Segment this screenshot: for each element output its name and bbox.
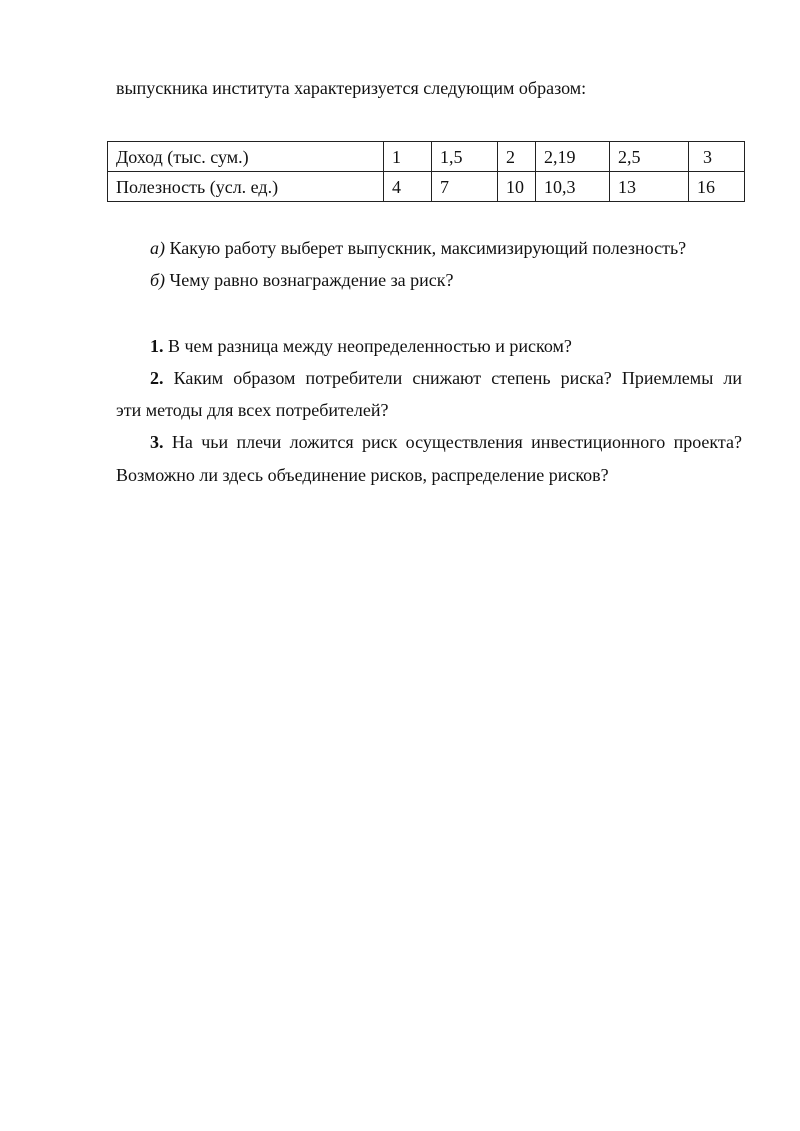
table-cell: 7 — [432, 172, 498, 202]
question-number: 1. — [150, 336, 164, 356]
question-3-line-2: Возможно ли здесь объединение рисков, распределение рисков? — [116, 465, 609, 485]
question-2-line-1 — [150, 366, 742, 390]
question-3-line-1 — [150, 430, 742, 454]
question-text: Каким образом потребители снижают степень риска? Приемлемы ли — [173, 368, 743, 388]
table-cell: 2,19 — [536, 142, 610, 172]
question-number: 2. — [150, 368, 164, 388]
table-cell: 1 — [384, 142, 432, 172]
table-row-utility — [108, 172, 745, 202]
table-cell: 1,5 — [432, 142, 498, 172]
question-number: 3. — [150, 432, 164, 452]
table-cell: 2,5 — [610, 142, 689, 172]
income-utility-table — [107, 141, 745, 202]
subquestion-text: Какую работу выберет выпускник, максимизирующий полезность? — [169, 238, 687, 258]
subquestion-b — [150, 268, 454, 292]
table-cell: 13 — [610, 172, 689, 202]
subquestion-text: Чему равно вознаграждение за риск? — [169, 270, 454, 290]
question-2-line-2: эти методы для всех потребителей? — [116, 400, 389, 420]
table-row-income — [108, 142, 745, 172]
subquestion-a — [150, 236, 686, 260]
table-cell: 10,3 — [536, 172, 610, 202]
question-text: В чем разница между неопределенностью и риском? — [168, 336, 572, 356]
row-label: Полезность (усл. ед.) — [108, 172, 384, 202]
intro-text: выпускника института характеризуется следующим образом: — [116, 78, 587, 98]
table-cell: 16 — [689, 172, 745, 202]
table-cell: 10 — [498, 172, 536, 202]
subquestion-marker: б) — [150, 270, 166, 290]
table-cell: 2 — [498, 142, 536, 172]
table-cell: 4 — [384, 172, 432, 202]
subquestion-marker: а) — [150, 238, 165, 258]
question-1 — [150, 334, 572, 358]
table-cell: 3 — [689, 142, 745, 172]
row-label: Доход (тыс. сум.) — [108, 142, 384, 172]
question-text: На чьи плечи ложится риск осуществления инвестиционного проекта? — [171, 432, 742, 452]
